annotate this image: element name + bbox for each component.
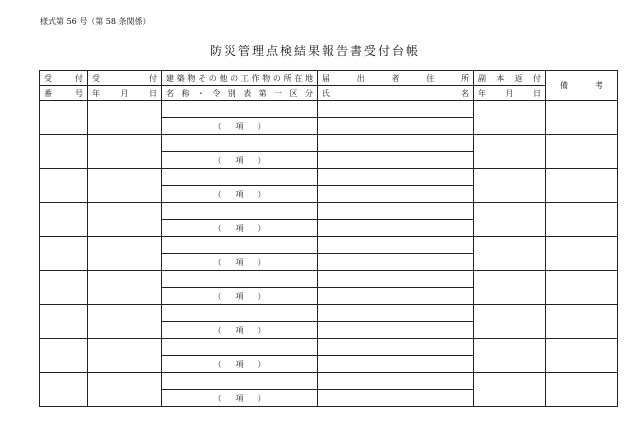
receipt-no-cell[interactable] xyxy=(40,203,88,237)
kou-label: 項 xyxy=(235,121,244,131)
building-location-cell[interactable] xyxy=(162,237,318,254)
applicant-name-cell[interactable] xyxy=(318,186,474,203)
received-date-cell[interactable] xyxy=(88,169,162,203)
building-class-cell[interactable] xyxy=(162,220,318,237)
header-building-location: 建 築 物 そ の 他 の 工 作 物 の 所 在 地 xyxy=(162,71,318,86)
building-class-cell[interactable] xyxy=(162,288,318,305)
building-location-cell[interactable] xyxy=(162,101,318,118)
receipt-no-cell[interactable] xyxy=(40,271,88,305)
kou-label: 項 xyxy=(235,291,244,301)
entry-row xyxy=(40,305,618,322)
remarks-cell[interactable] xyxy=(546,101,618,135)
kou-label: 項 xyxy=(235,257,244,267)
applicant-address-cell[interactable] xyxy=(318,271,474,288)
kou-close: ） xyxy=(257,189,266,199)
header-copy-return-top: 副 本 返 付 xyxy=(474,71,546,86)
entry-row xyxy=(40,169,618,186)
header-remarks: 備 考 xyxy=(546,71,618,101)
building-location-cell[interactable] xyxy=(162,271,318,288)
kou-open: （ xyxy=(213,189,222,199)
kou-label: 項 xyxy=(235,393,244,403)
header-receipt-no-top: 受 付 xyxy=(40,71,88,86)
remarks-cell[interactable] xyxy=(546,271,618,305)
receipt-no-cell[interactable] xyxy=(40,373,88,407)
kou-open: （ xyxy=(213,393,222,403)
remarks-cell[interactable] xyxy=(546,135,618,169)
received-date-cell[interactable] xyxy=(88,339,162,373)
received-date-cell[interactable] xyxy=(88,135,162,169)
applicant-address-cell[interactable] xyxy=(318,373,474,390)
copy-return-date-cell[interactable] xyxy=(474,203,546,237)
applicant-name-cell[interactable] xyxy=(318,152,474,169)
kou-label: 項 xyxy=(235,189,244,199)
kou-open: （ xyxy=(213,223,222,233)
applicant-name-cell[interactable] xyxy=(318,118,474,135)
kou-close: ） xyxy=(257,155,266,165)
kou-close: ） xyxy=(257,257,266,267)
remarks-cell[interactable] xyxy=(546,203,618,237)
kou-open: （ xyxy=(213,359,222,369)
kou-open: （ xyxy=(213,121,222,131)
kou-close: ） xyxy=(257,393,266,403)
header-received-date-bottom: 年 月 日 xyxy=(88,86,162,101)
remarks-cell[interactable] xyxy=(546,169,618,203)
receipt-no-cell[interactable] xyxy=(40,305,88,339)
copy-return-date-cell[interactable] xyxy=(474,169,546,203)
kou-open: （ xyxy=(213,291,222,301)
applicant-name-cell[interactable] xyxy=(318,356,474,373)
received-date-cell[interactable] xyxy=(88,373,162,407)
copy-return-date-cell[interactable] xyxy=(474,305,546,339)
receipt-no-cell[interactable] xyxy=(40,135,88,169)
building-class-cell[interactable] xyxy=(162,186,318,203)
kou-close: ） xyxy=(257,359,266,369)
building-location-cell[interactable] xyxy=(162,339,318,356)
receipt-no-cell[interactable] xyxy=(40,101,88,135)
building-location-cell[interactable] xyxy=(162,373,318,390)
entry-row xyxy=(40,271,618,288)
applicant-address-cell[interactable] xyxy=(318,305,474,322)
building-location-cell[interactable] xyxy=(162,135,318,152)
page-title: 防災管理点検結果報告書受付台帳 xyxy=(209,44,420,58)
header-applicant-address: 届 出 者 住 所 xyxy=(318,71,474,86)
entry-row xyxy=(40,203,618,220)
remarks-cell[interactable] xyxy=(546,237,618,271)
remarks-cell[interactable] xyxy=(546,339,618,373)
received-date-cell[interactable] xyxy=(88,237,162,271)
kou-close: ） xyxy=(257,223,266,233)
building-location-cell[interactable] xyxy=(162,203,318,220)
building-location-cell[interactable] xyxy=(162,305,318,322)
applicant-address-cell[interactable] xyxy=(318,101,474,118)
applicant-name-cell[interactable] xyxy=(318,254,474,271)
building-class-cell[interactable] xyxy=(162,356,318,373)
kou-close: ） xyxy=(257,325,266,335)
entry-row xyxy=(40,101,618,118)
applicant-address-cell[interactable] xyxy=(318,203,474,220)
entry-row xyxy=(40,135,618,152)
building-class-cell[interactable] xyxy=(162,322,318,339)
building-class-cell[interactable] xyxy=(162,152,318,169)
header-copy-return-bottom: 年 月 日 xyxy=(474,86,546,101)
applicant-name-cell[interactable] xyxy=(318,322,474,339)
applicant-name-cell[interactable] xyxy=(318,220,474,237)
receipt-no-cell[interactable] xyxy=(40,237,88,271)
copy-return-date-cell[interactable] xyxy=(474,339,546,373)
copy-return-date-cell[interactable] xyxy=(474,237,546,271)
applicant-address-cell[interactable] xyxy=(318,339,474,356)
remarks-cell[interactable] xyxy=(546,373,618,407)
kou-label: 項 xyxy=(235,155,244,165)
header-row-bottom xyxy=(40,86,618,101)
copy-return-date-cell[interactable] xyxy=(474,271,546,305)
form-number: 様式第 56 号（第 58 条関係） xyxy=(40,17,151,26)
kou-label: 項 xyxy=(235,325,244,335)
kou-open: （ xyxy=(213,155,222,165)
kou-open: （ xyxy=(213,325,222,335)
remarks-cell[interactable] xyxy=(546,305,618,339)
applicant-name-cell[interactable] xyxy=(318,390,474,407)
header-applicant-name: 氏 名 xyxy=(318,86,474,101)
building-location-cell[interactable] xyxy=(162,169,318,186)
entry-row xyxy=(40,339,618,356)
applicant-address-cell[interactable] xyxy=(318,135,474,152)
kou-label: 項 xyxy=(235,223,244,233)
header-building-name-class: 名 称 ・ 令 別 表 第 一 区 分 xyxy=(162,86,318,101)
header-receipt-no-bottom: 番 号 xyxy=(40,86,88,101)
copy-return-date-cell[interactable] xyxy=(474,101,546,135)
kou-close: ） xyxy=(257,121,266,131)
receipt-no-cell[interactable] xyxy=(40,339,88,373)
received-date-cell[interactable] xyxy=(88,305,162,339)
received-date-cell[interactable] xyxy=(88,271,162,305)
building-class-cell[interactable] xyxy=(162,254,318,271)
receipt-no-cell[interactable] xyxy=(40,169,88,203)
entry-row xyxy=(40,237,618,254)
ledger-table xyxy=(39,70,618,407)
applicant-address-cell[interactable] xyxy=(318,169,474,186)
copy-return-date-cell[interactable] xyxy=(474,135,546,169)
entry-row xyxy=(40,373,618,390)
kou-open: （ xyxy=(213,257,222,267)
received-date-cell[interactable] xyxy=(88,203,162,237)
building-class-cell[interactable] xyxy=(162,390,318,407)
kou-label: 項 xyxy=(235,359,244,369)
applicant-name-cell[interactable] xyxy=(318,288,474,305)
header-received-date-top: 受 付 xyxy=(88,71,162,86)
kou-close: ） xyxy=(257,291,266,301)
building-class-cell[interactable] xyxy=(162,118,318,135)
applicant-address-cell[interactable] xyxy=(318,237,474,254)
received-date-cell[interactable] xyxy=(88,101,162,135)
header-row-top xyxy=(40,71,618,86)
copy-return-date-cell[interactable] xyxy=(474,373,546,407)
